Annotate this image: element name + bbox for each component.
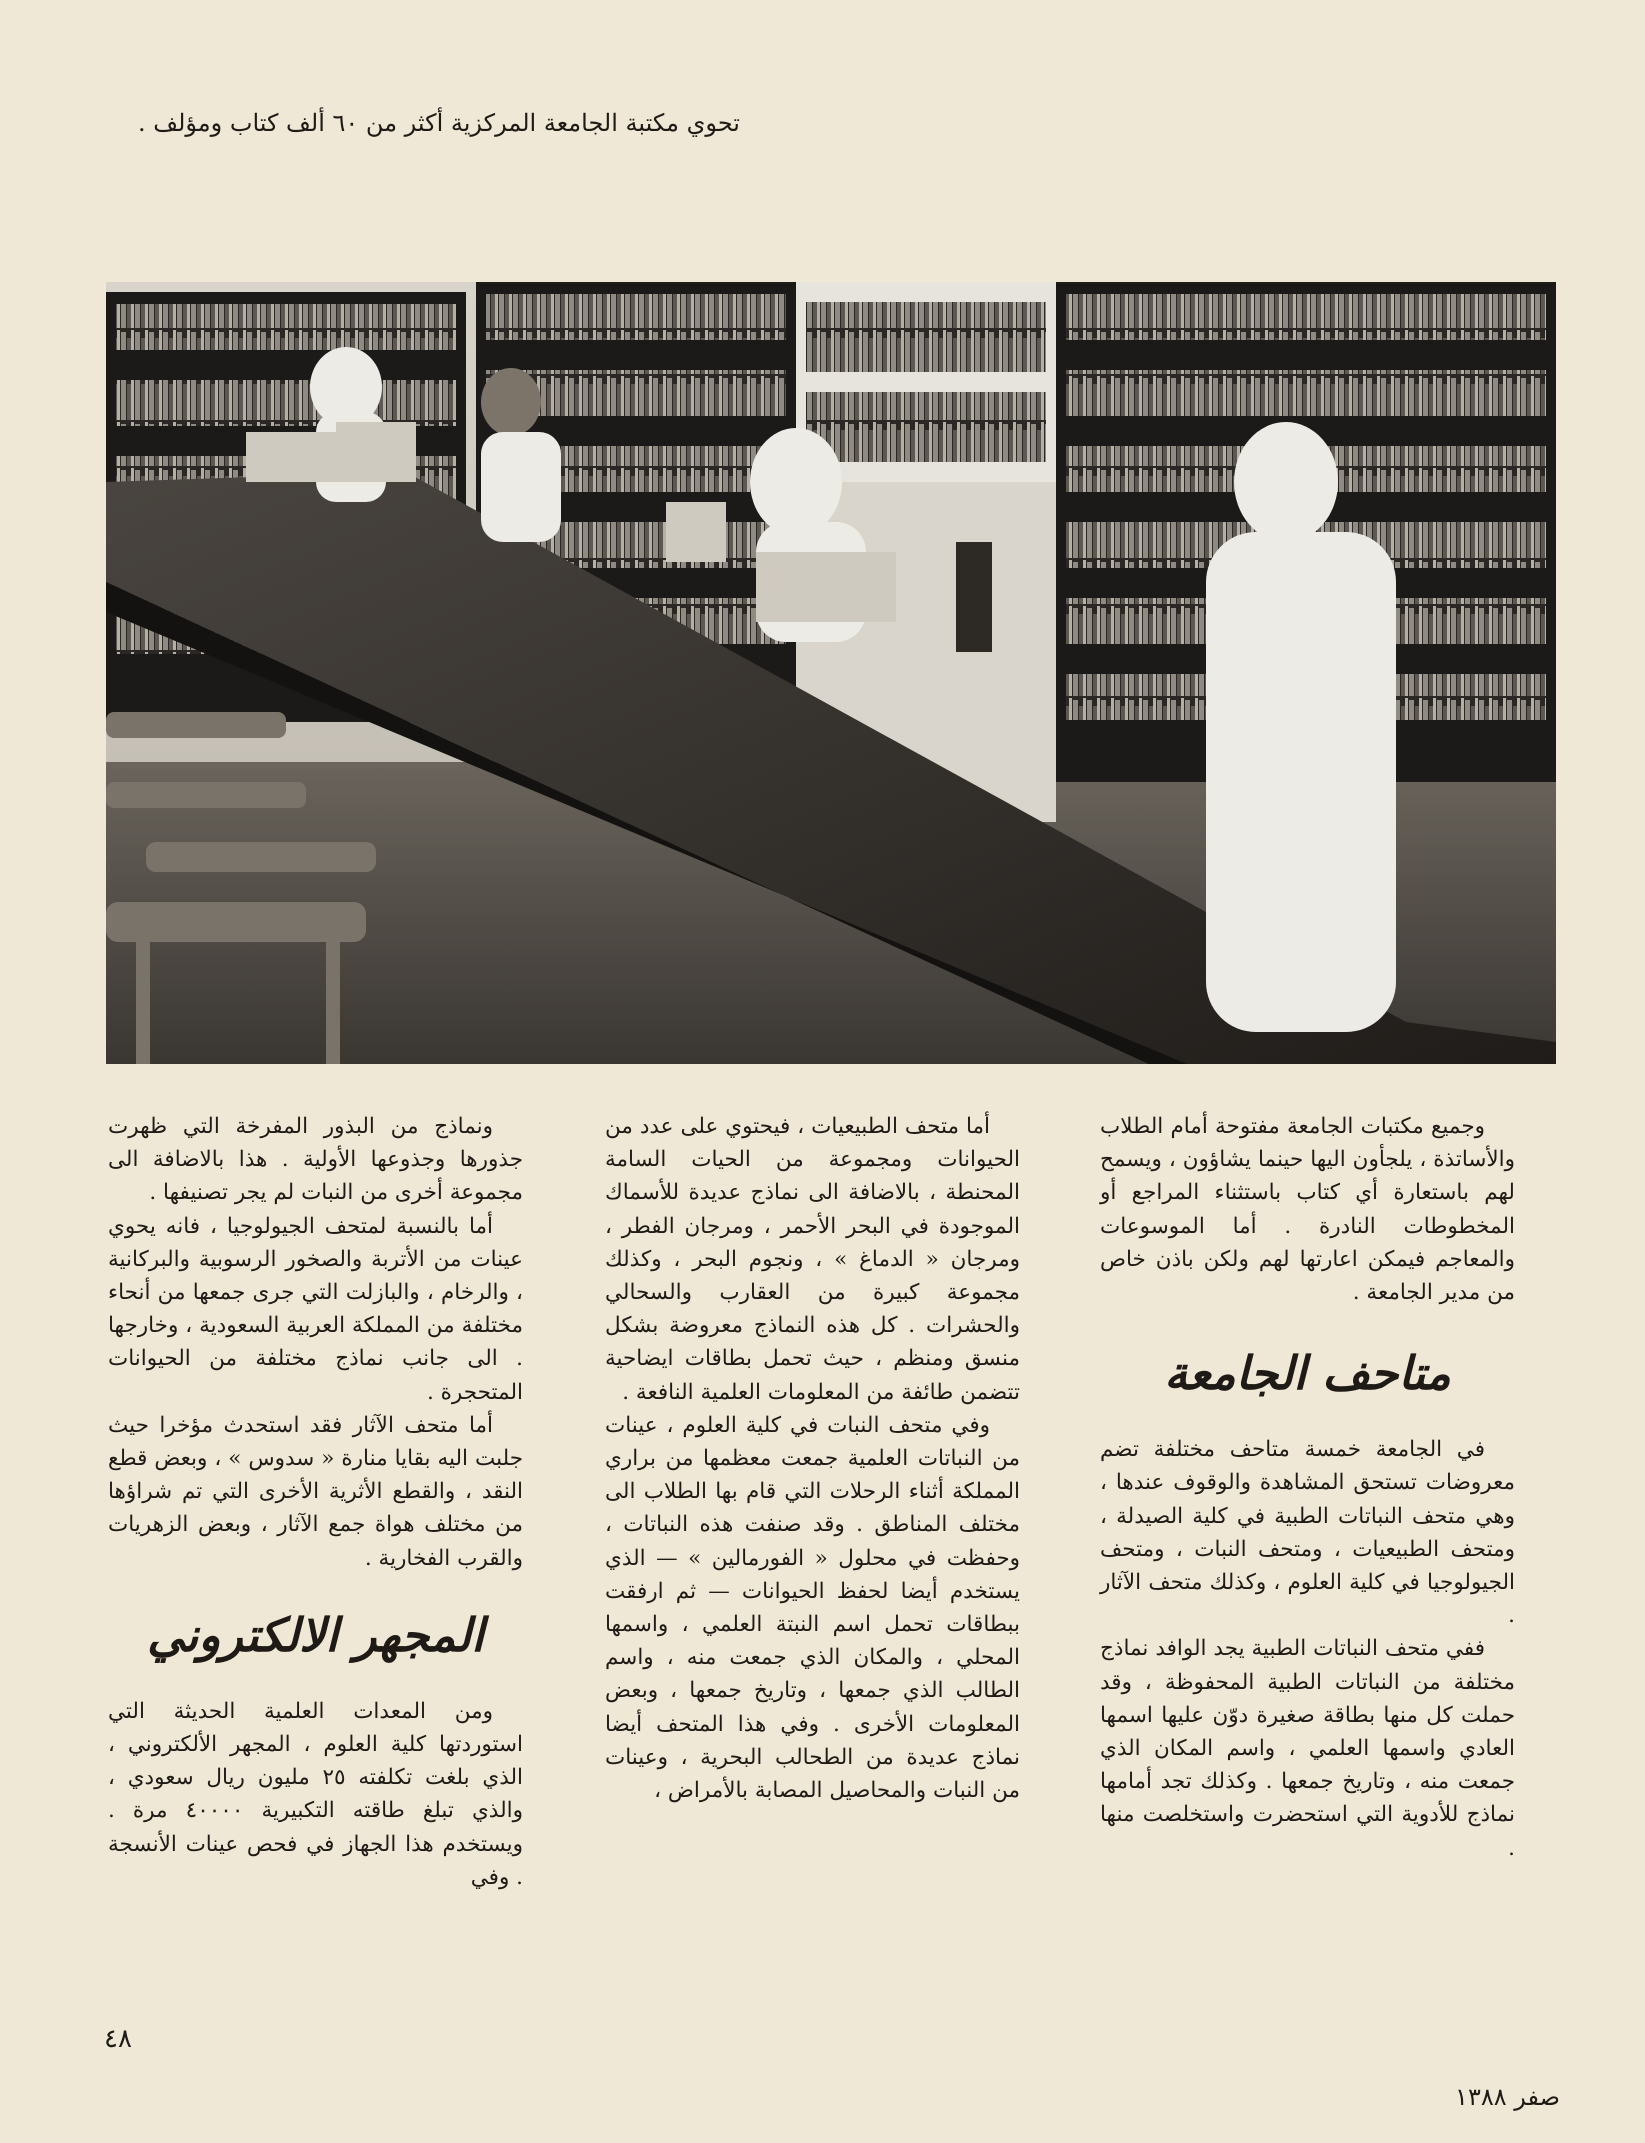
issue-date-footer: صفر ١٣٨٨ [1455, 2083, 1560, 2111]
paragraph: ومن المعدات العلمية الحديثة التي استوردتها كلية العلوم ، المجهر الألكتروني ، الذي بلغت تكلفته ٢٥ مليون ريال سعودي ، والذي تبلغ طاقته التكبيرية ٤٠٠٠٠ مرة . ويستخدم هذا الجهاز في فحص عينات الأنسجة . وفي [108, 1698, 523, 1890]
photo-caption: تحوي مكتبة الجامعة المركزية أكثر من ٦٠ ألف كتاب ومؤلف . [137, 109, 740, 137]
section-heading-microscope: المجهر الالكتروني [147, 1607, 484, 1662]
paragraph: ففي متحف النباتات الطبية يجد الوافد نماذج مختلفة من النباتات الطبية المحفوظة ، وقد حملت كل منها بطاقة صغيرة دوّن عليها اسمها العادي واسمها العلمي ، واسم المكان الذي جمعت منه ، وتاريخ جمعها . وكذلك تجد أمامها نماذج للأدوية التي استحضرت واستخلصت منها . [1100, 1636, 1515, 1861]
paragraph: وفي متحف النبات في كلية العلوم ، عينات من النباتات العلمية جمعت معظمها من براري المملكة أثناء الرحلات التي قام بها الطلاب الى مختلف المناطق . وقد صنفت هذه النباتات ، وحفظت في محلول « الفورمالين » — الذي يستخدم أيضا لحفظ الحيوانات — ثم ارفقت ببطاقات تحمل اسم النبتة العلمي ، واسمها المحلي ، والمكان الذي جمعت منه ، واسم الطالب الذي جمعها ، وتاريخ جمعها ، وبعض المعلومات الأخرى . وفي هذا المتحف أيضا نماذج عديدة من الطحالب البحرية ، وعينات من النبات والمحاصيل المصابة بالأمراض ، [605, 1412, 1020, 1804]
column-left [108, 1110, 523, 1894]
paragraph: ونماذج من البذور المفرخة التي ظهرت جذورها وجذوعها الأولية . هذا بالاضافة الى مجموعة أخرى من النبات لم يجر تصنيفها . [108, 1114, 523, 1206]
column-right [1100, 1110, 1515, 1865]
paragraph: أما بالنسبة لمتحف الجيولوجيا ، فانه يحوي عينات من الأتربة والصخور الرسوبية والبركانية ، والرخام ، والبازلت التي جرى جمعها من أنحاء مختلفة من المملكة العربية السعودية ، وخارجها . الى جانب نماذج مختلفة من الحيوانات المتحجرة . [108, 1213, 523, 1405]
paragraph: في الجامعة خمسة متاحف مختلفة تضم معروضات تستحق المشاهدة والوقوف عندها ، وهي متحف النباتات الطبية في كلية الصيدلة ، ومتحف الطبيعيات ، ومتحف النبات ، ومتحف الجيولوجيا في كلية العلوم ، وكذلك متحف الآثار . [1100, 1437, 1515, 1629]
library-photo [106, 282, 1556, 1064]
paragraph: وجميع مكتبات الجامعة مفتوحة أمام الطلاب والأساتذة ، يلجأون اليها حينما يشاؤون ، ويسمح لهم باستعارة أي كتاب باستثناء المراجع أو المخطوطات النادرة . أما الموسوعات والمعاجم فيمكن اعارتها لهم ولكن باذن خاص من مدير الجامعة . [1100, 1114, 1515, 1306]
section-heading-museums: متاحف الجامعة [1164, 1346, 1451, 1401]
paragraph: أما متحف الآثار فقد استحدث مؤخرا حيث جلبت اليه بقايا منارة « سدوس » ، وبعض قطع النقد ، والقطع الأثرية الأخرى التي تم شراؤها من مختلف هواة جمع الآثار ، وبعض الزهريات والقرب الفخارية . [108, 1412, 523, 1571]
page-number: ٤٨ [104, 2024, 132, 2054]
column-middle [605, 1110, 1020, 1807]
paragraph: أما متحف الطبيعيات ، فيحتوي على عدد من الحيوانات ومجموعة من الحيات السامة المحنطة ، بالاضافة الى نماذج عديدة للأسماك الموجودة في البحر الأحمر ، ومرجان الفطر ، ومرجان « الدماغ » ، ونجوم البحر ، وكذلك مجموعة كبيرة من العقارب والسحالي والحشرات . كل هذه النماذج معروضة بشكل منسق ومنظم ، حيث تحمل بطاقات ايضاحية تتضمن طائفة من المعلومات العلمية النافعة . [605, 1114, 1020, 1405]
